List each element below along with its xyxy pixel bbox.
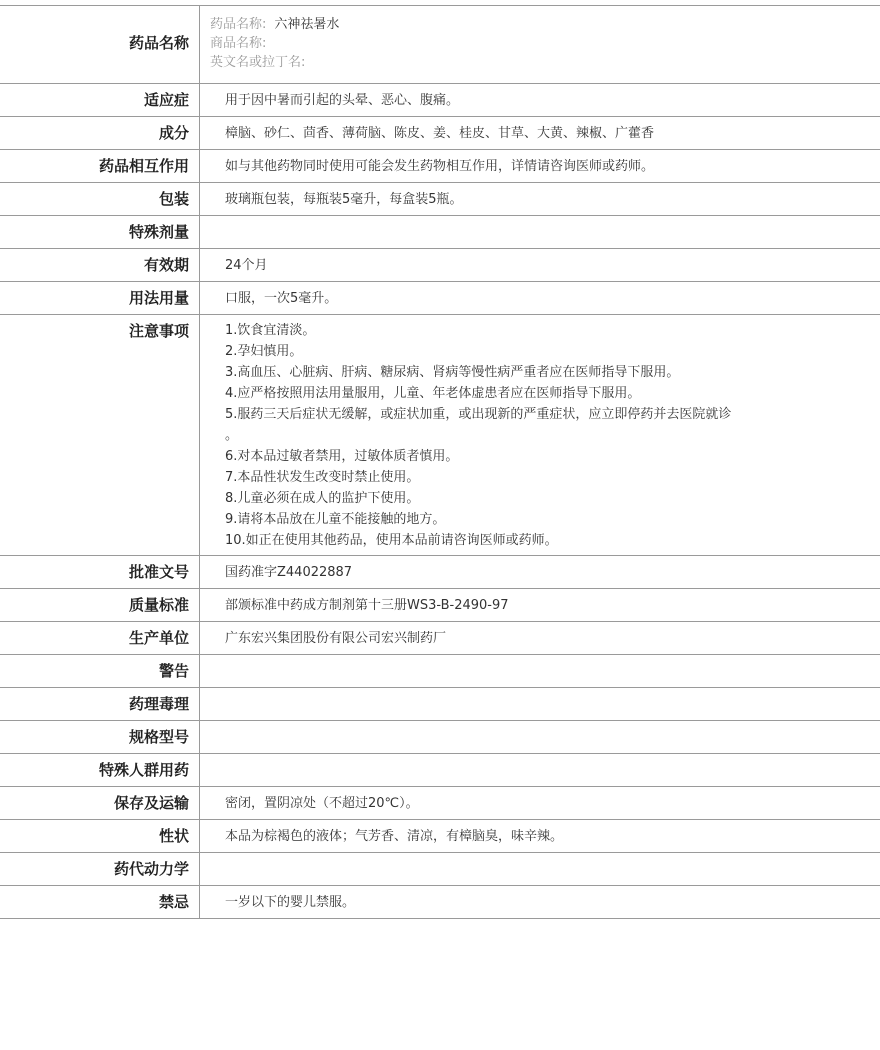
row-label: 规格型号 — [0, 721, 200, 753]
precaution-item: 4.应严格按照用法用量服用，儿童、年老体虚患者应在医师指导下服用。 — [225, 386, 641, 401]
row-value: 口服，一次5毫升。 — [225, 291, 338, 306]
row-approval-number — [0, 556, 880, 589]
row-appearance — [0, 820, 880, 853]
row-value: 24个月 — [225, 258, 268, 273]
row-ingredients — [0, 117, 880, 150]
row-value: 一岁以下的婴儿禁服。 — [225, 895, 356, 910]
generic-name-line — [210, 16, 880, 33]
row-value: 部颁标准中药成方制剂第十三册WS3-B-2490-97 — [225, 598, 509, 613]
latin-name-line — [210, 54, 880, 71]
precaution-item: 8.儿童必须在成人的监护下使用。 — [225, 491, 420, 506]
generic-name-value: 六神祛暑水 — [274, 17, 340, 32]
row-shelf-life — [0, 249, 880, 282]
row-special-dosage — [0, 216, 880, 249]
row-label: 性状 — [0, 820, 200, 852]
row-special-population — [0, 754, 880, 787]
row-label: 有效期 — [0, 249, 200, 281]
row-value: 本品为棕褐色的液体；气芳香、清凉，有樟脑臭，味辛辣。 — [225, 829, 564, 844]
row-contraindications — [0, 886, 880, 919]
row-value — [200, 853, 880, 885]
precaution-item: 9.请将本品放在儿童不能接触的地方。 — [225, 512, 446, 527]
row-value: 国药准字Z44022887 — [225, 565, 353, 580]
row-storage — [0, 787, 880, 820]
row-indications — [0, 84, 880, 117]
row-label: 批准文号 — [0, 556, 200, 588]
row-interactions — [0, 150, 880, 183]
row-manufacturer — [0, 622, 880, 655]
drug-name-cell — [200, 6, 880, 83]
precaution-item: 10.如正在使用其他药品，使用本品前请咨询医师或药师。 — [225, 533, 558, 548]
row-label: 注意事项 — [0, 315, 200, 555]
row-label: 药代动力学 — [0, 853, 200, 885]
row-label: 用法用量 — [0, 282, 200, 314]
row-value — [200, 688, 880, 720]
row-packaging — [0, 183, 880, 216]
precaution-item: 7.本品性状发生改变时禁止使用。 — [225, 470, 420, 485]
row-value: 玻璃瓶包装，每瓶装5毫升，每盒装5瓶。 — [225, 192, 463, 207]
row-pharmacology — [0, 688, 880, 721]
row-specification — [0, 721, 880, 754]
precaution-item: 5.服药三天后症状无缓解，或症状加重，或出现新的严重症状，应立即停药并去医院就诊 — [225, 407, 732, 422]
precaution-item-continuation: 。 — [225, 428, 239, 443]
precaution-item: 6.对本品过敏者禁用，过敏体质者慎用。 — [225, 449, 459, 464]
row-value: 广东宏兴集团股份有限公司宏兴制药厂 — [225, 631, 447, 646]
precaution-item: 2.孕妇慎用。 — [225, 344, 303, 359]
precautions-list — [200, 315, 880, 555]
row-label: 警告 — [0, 655, 200, 687]
latin-name-key: 英文名或拉丁名: — [210, 55, 306, 70]
row-pharmacokinetics — [0, 853, 880, 886]
row-label: 包装 — [0, 183, 200, 215]
row-label: 特殊人群用药 — [0, 754, 200, 786]
row-label: 生产单位 — [0, 622, 200, 654]
row-label: 禁忌 — [0, 886, 200, 918]
row-precautions — [0, 315, 880, 556]
row-value: 用于因中暑而引起的头晕、恶心、腹痛。 — [225, 93, 460, 108]
row-usage — [0, 282, 880, 315]
row-value — [200, 655, 880, 687]
row-value: 樟脑、砂仁、茴香、薄荷脑、陈皮、姜、桂皮、甘草、大黄、辣椒、广藿香 — [225, 126, 655, 141]
row-label: 特殊剂量 — [0, 216, 200, 248]
row-label: 药品名称 — [0, 6, 200, 83]
precaution-item: 1.饮食宜清淡。 — [225, 323, 316, 338]
row-value — [200, 721, 880, 753]
row-drug-name — [0, 6, 880, 84]
row-label: 保存及运输 — [0, 787, 200, 819]
row-value: 密闭，置阴凉处（不超过20℃）。 — [225, 796, 419, 811]
row-label: 成分 — [0, 117, 200, 149]
precaution-item: 3.高血压、心脏病、肝病、糖尿病、肾病等慢性病严重者应在医师指导下服用。 — [225, 365, 680, 380]
row-warning — [0, 655, 880, 688]
row-label: 药品相互作用 — [0, 150, 200, 182]
trade-name-line — [210, 35, 880, 52]
row-value: 如与其他药物同时使用可能会发生药物相互作用，详情请咨询医师或药师。 — [225, 159, 655, 174]
row-label: 质量标准 — [0, 589, 200, 621]
row-label: 药理毒理 — [0, 688, 200, 720]
generic-name-key: 药品名称: — [210, 17, 267, 32]
row-label: 适应症 — [0, 84, 200, 116]
row-value — [200, 754, 880, 786]
row-value — [200, 216, 880, 248]
drug-info-table — [0, 5, 880, 919]
row-quality-standard — [0, 589, 880, 622]
trade-name-key: 商品名称: — [210, 36, 267, 51]
